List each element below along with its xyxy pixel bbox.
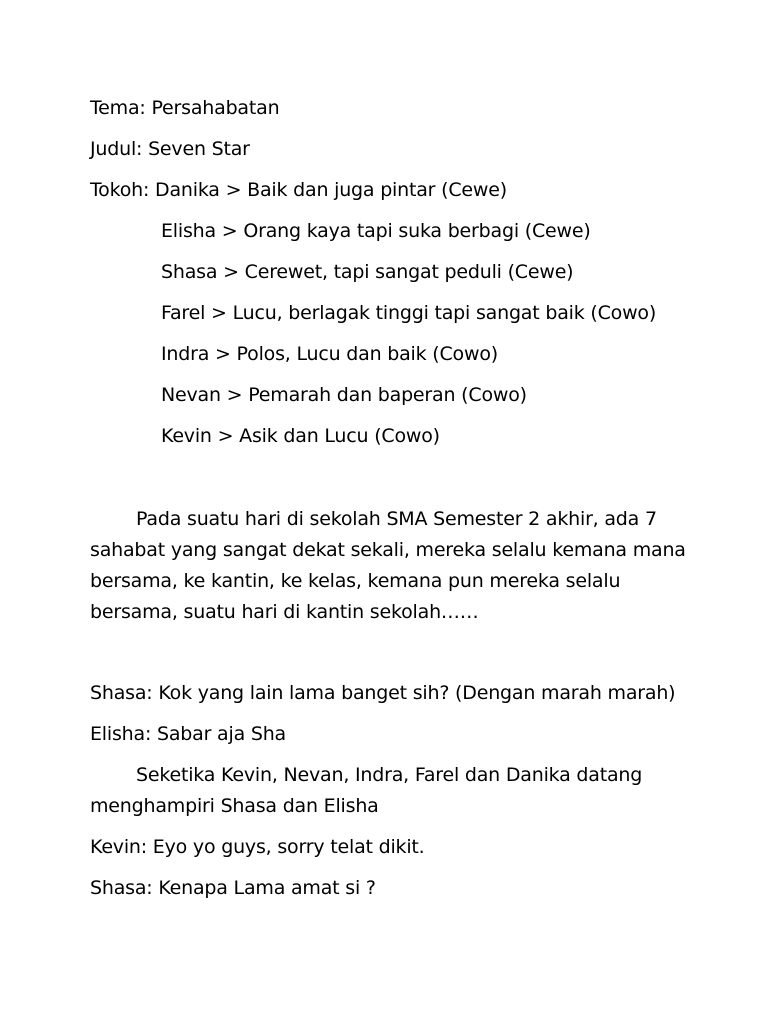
dialogue-line: Kevin: Eyo yo guys, sorry telat dikit. <box>90 836 425 858</box>
narration-line: menghampiri Shasa dan Elisha <box>90 795 379 817</box>
title-line: Judul: Seven Star <box>90 138 250 160</box>
dialogue-line: Shasa: Kenapa Lama amat si ? <box>90 877 376 899</box>
theme-line: Tema: Persahabatan <box>90 97 280 119</box>
dialogue-line: Elisha: Sabar aja Sha <box>90 723 286 745</box>
character-line: Kevin > Asik dan Lucu (Cowo) <box>161 425 440 447</box>
character-line: Farel > Lucu, berlagak tinggi tapi sangat baik (Cowo) <box>161 302 657 324</box>
narration-line: bersama, ke kantin, ke kelas, kemana pun mereka selalu <box>90 570 621 592</box>
characters-heading-line: Tokoh: Danika > Baik dan juga pintar (Cewe) <box>90 179 507 201</box>
dialogue-line: Shasa: Kok yang lain lama banget sih? (Dengan marah marah) <box>90 682 676 704</box>
character-line: Nevan > Pemarah dan baperan (Cowo) <box>161 384 527 406</box>
narration-line: Seketika Kevin, Nevan, Indra, Farel dan Danika datang <box>136 764 643 786</box>
narration-line: bersama, suatu hari di kantin sekolah…… <box>90 601 479 623</box>
narration-line: Pada suatu hari di sekolah SMA Semester 2 akhir, ada 7 <box>136 508 657 530</box>
character-line: Shasa > Cerewet, tapi sangat peduli (Cewe) <box>161 261 574 283</box>
character-line: Elisha > Orang kaya tapi suka berbagi (Cewe) <box>161 220 591 242</box>
narration-line: sahabat yang sangat dekat sekali, mereka selalu kemana mana <box>90 539 686 561</box>
character-line: Indra > Polos, Lucu dan baik (Cowo) <box>161 343 498 365</box>
